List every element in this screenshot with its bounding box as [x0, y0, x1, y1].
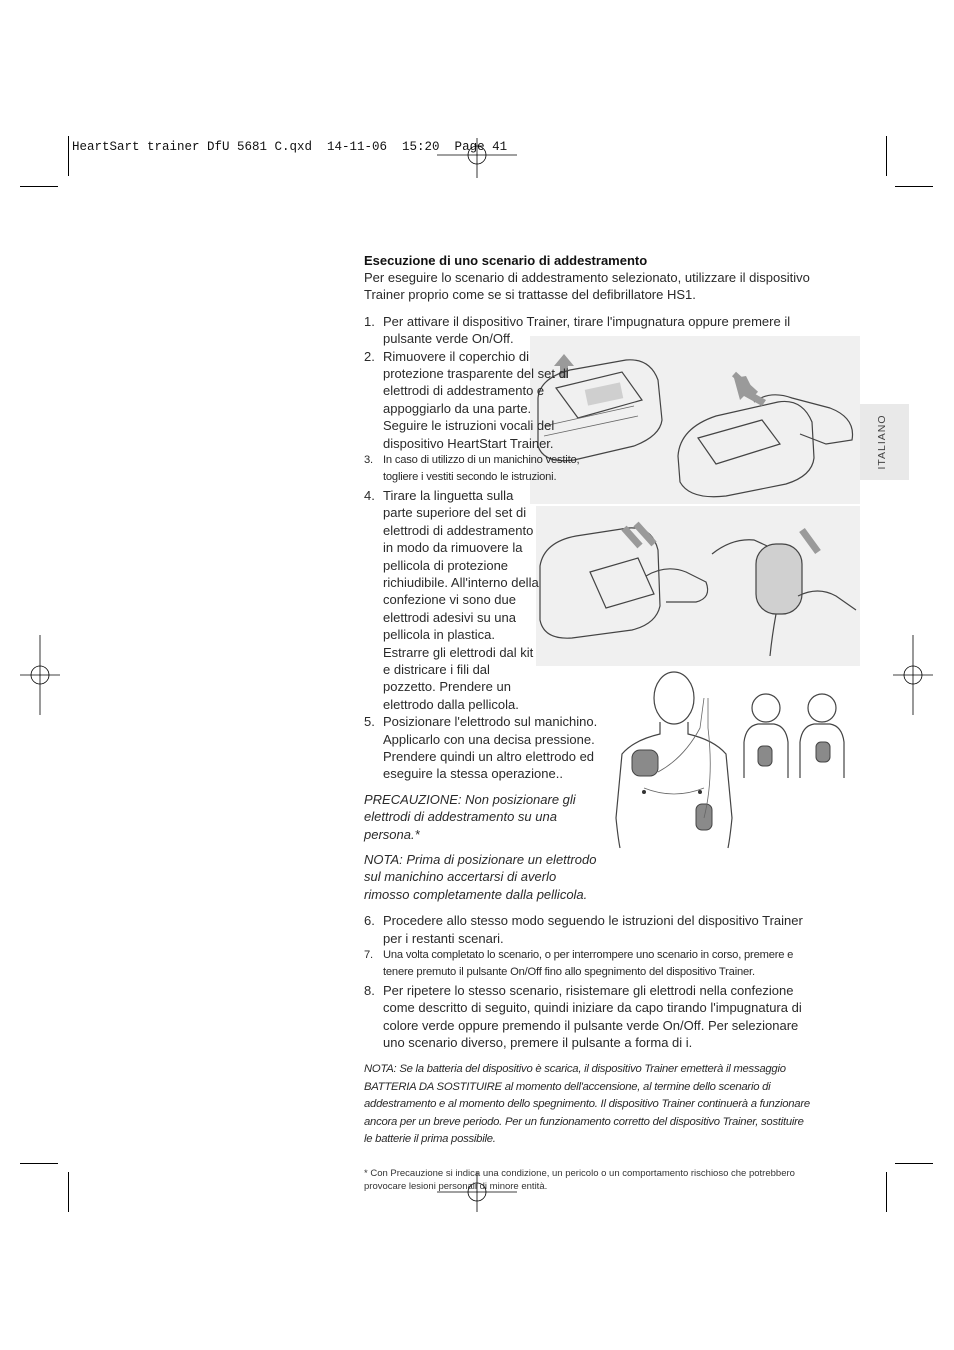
- slug-line: HeartSart trainer DfU 5681 C.qxd 14-11-06 15:20 Page 41: [72, 140, 508, 154]
- note-pad-removal: NOTA: Prima di posizionare un elettrodo sul manichino accertarsi di averlo rimosso completamente dalla pellicola.: [364, 852, 597, 902]
- section-title: Esecuzione di uno scenario di addestramento: [364, 253, 648, 268]
- list-text: Posizionare l'elettrodo sul manichino. Applicarlo con una decisa pressione. Prendere quindi un altro elettrodo ed eseguire la stessa operazione..: [383, 714, 598, 782]
- list-text: Per ripetere lo stesso scenario, risistemare gli elettrodi nella confezione come descritto di seguito, quindi iniziare da capo tirando l'impugnatura di colore verde oppure premendo il pulsante verde On/Off. Per selezionare uno scenario diverso, premere il pulsante a forma di i.: [383, 982, 802, 1051]
- list-item: [364, 313, 814, 348]
- main-content: [364, 252, 814, 1193]
- list-text: Per attivare il dispositivo Trainer, tirare l'impugnatura oppure premere il pulsante verde On/Off.: [383, 313, 791, 347]
- language-tab: [854, 404, 909, 480]
- list-number: 7.: [364, 949, 373, 962]
- list-text: Procedere allo stesso modo seguendo le istruzioni del dispositivo Trainer per i restanti scenari.: [383, 913, 803, 946]
- footnote: * Con Precauzione si indica una condizione, un pericolo o un comportamento rischioso che potrebbero provocare lesioni personali di minore entità.: [364, 1167, 795, 1192]
- crop-mark: [895, 186, 933, 187]
- battery-note: NOTA: Se la batteria del dispositivo è scarica, il dispositivo Trainer emetterà il messaggio BATTERIA DA SOSTITUIRE al momento dell'accensione, al termine dello scenario di addestramento e al momento dello spegnimento. Il dispositivo Trainer continuerà a funzionare ancora per un breve periodo. Per un funzionamento corretto del dispositivo Trainer, sostituire le batterie il prima possibile.: [364, 1063, 810, 1146]
- list-text: In caso di utilizzo di un manichino vestito, togliere i vestiti secondo le istruzioni.: [383, 454, 580, 484]
- list-number: 5.: [364, 714, 375, 730]
- list-item: [364, 947, 814, 982]
- section-intro: Per eseguire lo scenario di addestramento selezionato, utilizzare il dispositivo Trainer proprio come se si trattasse del defibrillatore HS1.: [364, 270, 810, 303]
- list-item: [364, 912, 814, 947]
- crop-mark: [886, 1172, 887, 1212]
- crop-mark: [895, 1163, 933, 1164]
- list-text: Rimuovere il coperchio di protezione trasparente del set di elettrodi di addestramento e appoggiarlo da una parte. Seguire le istruzioni vocali del dispositivo HeartStart Trainer.: [383, 348, 569, 451]
- registration-mark-top: [437, 138, 517, 178]
- registration-mark-left: [20, 635, 60, 715]
- crop-mark: [20, 186, 58, 187]
- list-item: [364, 713, 603, 783]
- crop-mark: [68, 136, 69, 176]
- caution-note: PRECAUZIONE: Non posizionare gli elettrodi di addestramento su una persona.*: [364, 791, 576, 842]
- list-number: 2.: [364, 348, 375, 364]
- list-item: [364, 487, 543, 713]
- list-number: 4.: [364, 487, 375, 503]
- list-number: 1.: [364, 313, 375, 329]
- list-number: 8.: [364, 982, 375, 998]
- crop-mark: [20, 1163, 58, 1164]
- crop-mark: [886, 136, 887, 176]
- list-item: [364, 452, 583, 487]
- list-item: [364, 348, 573, 452]
- language-tab-label: ITALIANO: [875, 414, 888, 470]
- list-item: [364, 982, 814, 1052]
- list-text: Tirare la linguetta sulla parte superiore del set di elettrodi di addestramento in modo da rimuovere la pellicola di protezione richiudibile. All'interno della confezione vi sono due elettrodi adesivi su una pellicola in plastica. Estrarre gli elettrodi dal kit e districare i fili dal pozzetto. Prendere un elettrodo dalla pellicola.: [383, 487, 539, 712]
- list-text: Una volta completato lo scenario, o per interrompere uno scenario in corso, premere e tenere premuto il pulsante On/Off fino allo spegnimento del dispositivo Trainer.: [383, 949, 794, 979]
- list-number: 3.: [364, 454, 373, 467]
- list-number: 6.: [364, 913, 375, 929]
- crop-mark: [68, 1172, 69, 1212]
- registration-mark-right: [893, 635, 933, 715]
